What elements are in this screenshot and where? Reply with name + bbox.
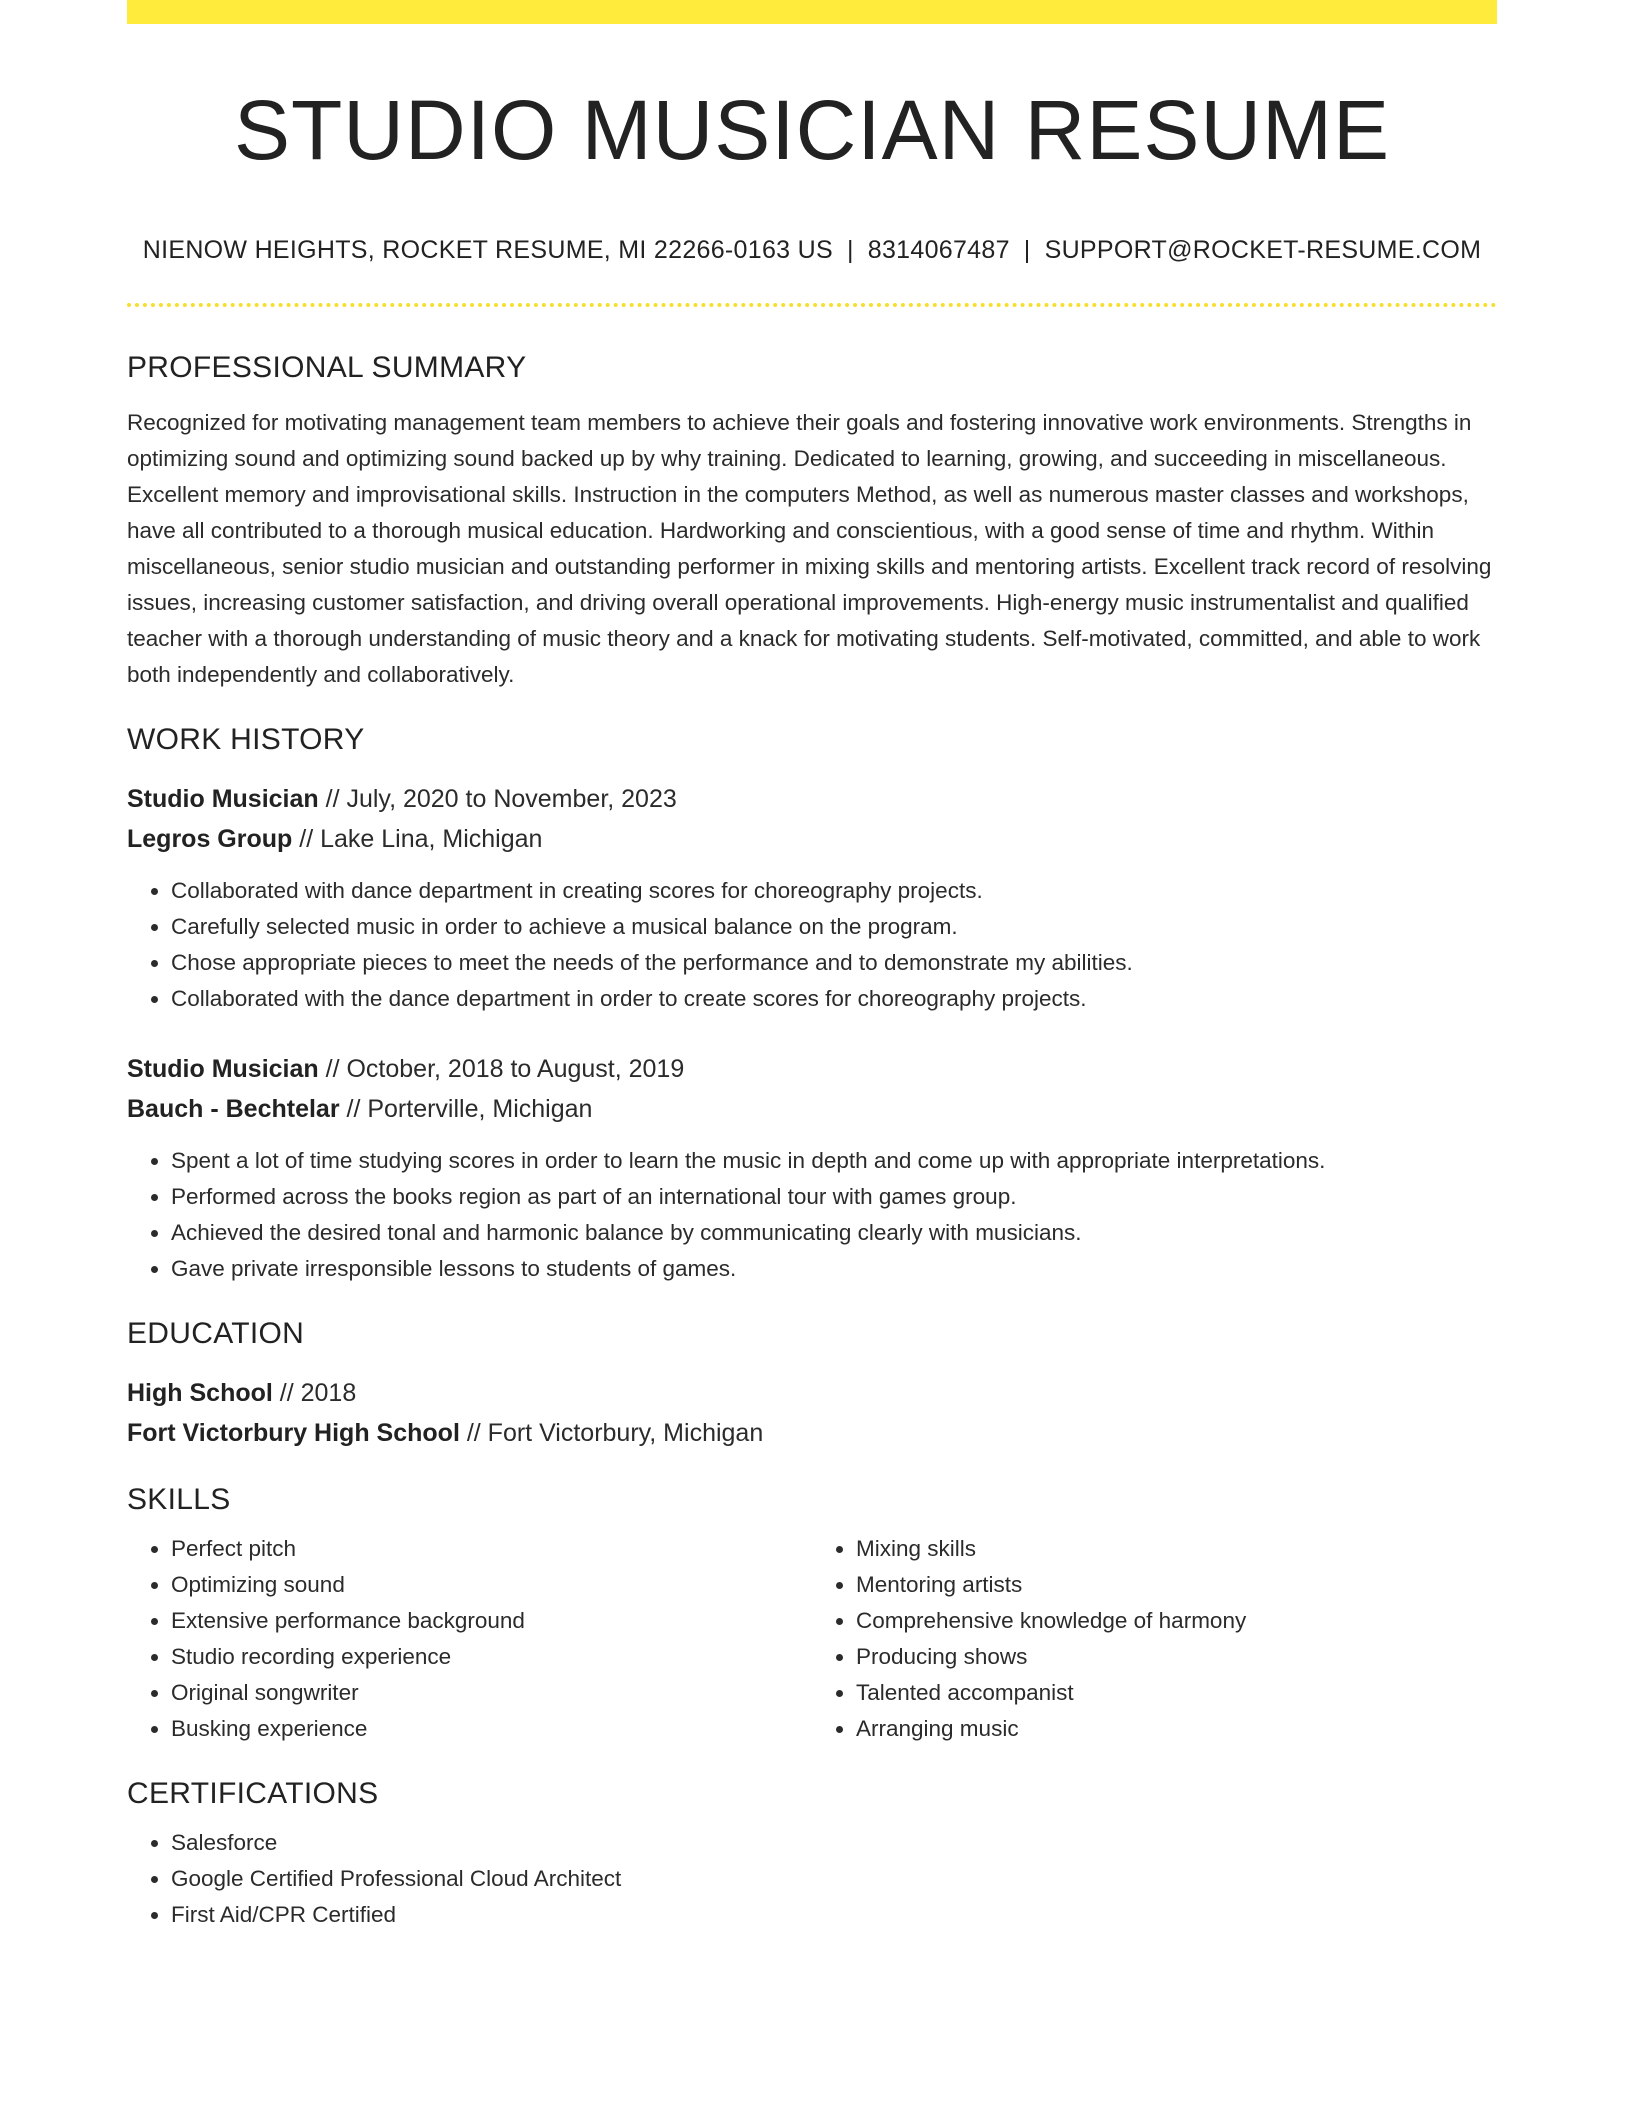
job-title-line — [127, 1049, 1497, 1089]
job-bullet: • Collaborated with the dance department in order to create scores for choreography projects. — [171, 981, 1497, 1017]
skill-item: • Producing shows — [856, 1639, 1497, 1675]
job-bullet: • Achieved the desired tonal and harmonic balance by communicating clearly with musicians. — [171, 1215, 1497, 1251]
dotted-divider — [127, 303, 1497, 307]
skill-item: • Mixing skills — [856, 1531, 1497, 1567]
contact-line — [127, 236, 1497, 265]
skills-grid — [127, 1531, 1497, 1747]
skill-item: • Talented accompanist — [856, 1675, 1497, 1711]
job-entry — [127, 1049, 1497, 1287]
job-company: Bauch - Bechtelar — [127, 1095, 340, 1124]
job-dates: // July, 2020 to November, 2023 — [318, 785, 677, 814]
job-title-line — [127, 779, 1497, 819]
summary-heading: PROFESSIONAL SUMMARY — [127, 351, 527, 385]
education-school: Fort Victorbury High School — [127, 1419, 460, 1448]
contact-email: SUPPORT@ROCKET-RESUME.COM — [1044, 236, 1482, 265]
job-company: Legros Group — [127, 825, 293, 854]
job-bullet: • Gave private irresponsible lessons to students of games. — [171, 1251, 1497, 1287]
job-company-line — [127, 819, 1497, 859]
skill-item: • Extensive performance background — [171, 1603, 812, 1639]
certification-item: • First Aid/CPR Certified — [171, 1897, 1497, 1933]
job-location: // Lake Lina, Michigan — [292, 825, 543, 854]
skill-item: • Mentoring artists — [856, 1567, 1497, 1603]
work-history-heading: WORK HISTORY — [127, 723, 365, 757]
job-company-line — [127, 1089, 1497, 1129]
summary-text: Recognized for motivating management team members to achieve their goals and fostering innovative work environments. Strengths in optimizing sound and optimizing sound backed up by why training. Dedicated to learning, growing, and succeeding in miscellaneous. Excellent memory and improvisational skills. Instruction in the computers Method, as well as numerous master classes and workshops, have all contributed to a thorough musical education. Hardworking and conscientious, with a good sense of time and rhythm. Within miscellaneous, senior studio musician and outstanding performer in mixing skills and mentoring artists. Excellent track record of resolving issues, increasing customer satisfaction, and driving overall operational improvements. High-energy music instrumentalist and qualified teacher with a thorough understanding of music theory and a knack for motivating students. Self-motivated, committed, and able to work both independently and collaboratively. — [127, 410, 1492, 688]
skills-heading: SKILLS — [127, 1483, 231, 1517]
education-heading: EDUCATION — [127, 1317, 305, 1351]
skill-item: • Original songwriter — [171, 1675, 812, 1711]
skill-item: • Busking experience — [171, 1711, 812, 1747]
job-bullets — [127, 1143, 1497, 1287]
contact-phone: 8314067487 — [867, 236, 1010, 265]
education-school-line — [127, 1413, 1497, 1453]
resume-title: STUDIO MUSICIAN RESUME — [233, 83, 1391, 177]
job-role: Studio Musician — [127, 1055, 319, 1084]
skill-item: • Comprehensive knowledge of harmony — [856, 1603, 1497, 1639]
contact-address: NIENOW HEIGHTS, ROCKET RESUME, MI 22266-0163 US — [142, 236, 833, 265]
certifications-heading: CERTIFICATIONS — [127, 1777, 379, 1811]
education-location: // Fort Victorbury, Michigan — [459, 1419, 764, 1448]
job-dates: // October, 2018 to August, 2019 — [318, 1055, 685, 1084]
job-location: // Porterville, Michigan — [339, 1095, 593, 1124]
skill-item: • Optimizing sound — [171, 1567, 812, 1603]
job-bullet: • Chose appropriate pieces to meet the needs of the performance and to demonstrate my abilities. — [171, 945, 1497, 981]
certifications-list — [127, 1825, 1497, 1933]
job-bullet: • Carefully selected music in order to achieve a musical balance on the program. — [171, 909, 1497, 945]
skill-item: • Perfect pitch — [171, 1531, 812, 1567]
skills-left-list — [127, 1531, 812, 1747]
resume-page — [127, 0, 1497, 1933]
education-year: // 2018 — [272, 1379, 357, 1408]
job-bullet: • Performed across the books region as part of an international tour with games group. — [171, 1179, 1497, 1215]
accent-bar — [127, 0, 1497, 24]
job-bullets — [127, 873, 1497, 1017]
skills-right-list — [812, 1531, 1497, 1747]
skill-item: • Studio recording experience — [171, 1639, 812, 1675]
certification-item: • Google Certified Professional Cloud Architect — [171, 1861, 1497, 1897]
contact-separator: | — [1023, 236, 1031, 265]
certification-item: • Salesforce — [171, 1825, 1497, 1861]
skill-item: • Arranging music — [856, 1711, 1497, 1747]
contact-separator: | — [846, 236, 854, 265]
job-bullet: • Collaborated with dance department in creating scores for choreography projects. — [171, 873, 1497, 909]
job-entry — [127, 779, 1497, 1017]
job-bullet: • Spent a lot of time studying scores in order to learn the music in depth and come up with appropriate interpretations. — [171, 1143, 1497, 1179]
education-degree-line — [127, 1373, 1497, 1413]
job-role: Studio Musician — [127, 785, 319, 814]
education-degree: High School — [127, 1379, 273, 1408]
